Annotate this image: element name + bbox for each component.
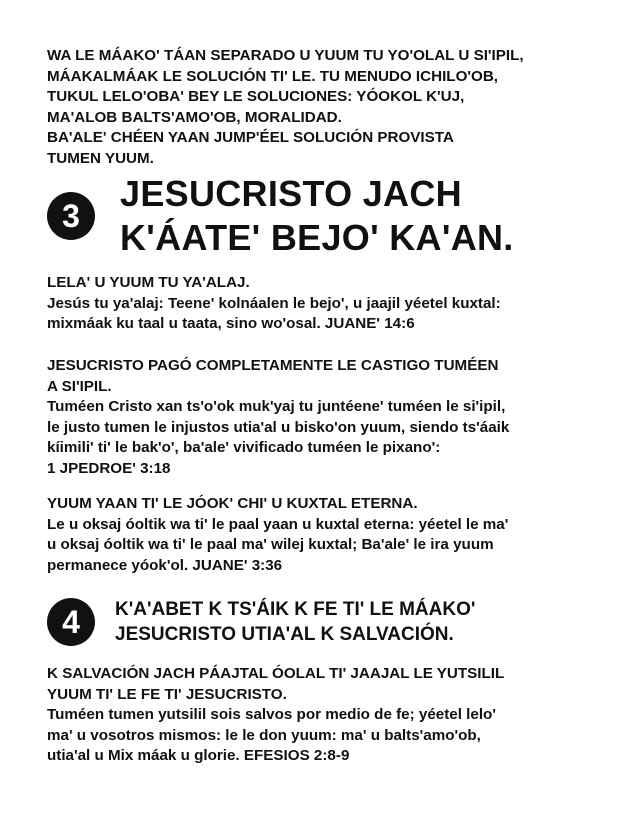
section-4-paragraph-1 xyxy=(47,664,607,767)
paragraph-heading: JESUCRISTO PAGÓ COMPLETAMENTE LE CASTIGO TUMÉEN xyxy=(47,357,499,374)
section-3-title-line: JESUCRISTO JACH xyxy=(120,173,462,214)
paragraph-line: 1 JPEDROE' 3:18 xyxy=(47,459,171,477)
section-3-title-line: K'ÁATE' BEJO' KA'AN. xyxy=(120,217,514,258)
section-3-title xyxy=(120,172,514,260)
paragraph-line: Jesús tu ya'alaj: Teene' kolnáalen le bejo', u jaajil yéetel kuxtal: xyxy=(47,294,501,312)
section-4-title-line: K'A'ABET K TS'ÁIK K FE TI' LE MÁAKO' xyxy=(115,599,476,620)
intro-paragraph xyxy=(47,46,607,170)
section-4-title-line: JESUCRISTO UTIA'AL K SALVACIÓN. xyxy=(115,624,454,645)
paragraph-heading: YUUM YAAN TI' LE JÓOK' CHI' U KUXTAL ETERNA. xyxy=(47,495,418,512)
intro-line: WA LE MÁAKO' TÁAN SEPARADO U YUUM TU YO'OLAL U SI'IPIL, xyxy=(47,47,524,64)
paragraph-heading: A SI'IPIL. xyxy=(47,377,112,395)
section-number-badge: 4 xyxy=(47,598,95,646)
intro-line: MA'ALOB BALTS'AMO'OB, MORALIDAD. xyxy=(47,108,342,126)
paragraph-line: Le u oksaj óoltik wa ti' le paal yaan u kuxtal eterna: yéetel le ma' xyxy=(47,515,509,533)
section-3-heading xyxy=(47,172,514,260)
section-3-paragraph-2 xyxy=(47,356,607,480)
paragraph-line: ma' u vosotros mismos: le le don yuum: ma' u balts'amo'ob, xyxy=(47,726,481,744)
paragraph-line: Tuméen Cristo xan ts'o'ok muk'yaj tu juntéene' tuméen le si'ipil, xyxy=(47,398,506,416)
paragraph-line: kíimili' ti' le bak'o', ba'ale' vivificado tuméen le pixano': xyxy=(47,439,441,457)
section-3-paragraph-3 xyxy=(47,494,607,576)
section-4-title xyxy=(115,597,475,647)
paragraph-line: permanece yóok'ol. JUANE' 3:36 xyxy=(47,556,283,574)
section-3-paragraph-1 xyxy=(47,273,607,335)
paragraph-heading: K SALVACIÓN JACH PÁAJTAL ÓOLAL TI' JAAJAL LE YUTSILIL xyxy=(47,665,505,682)
paragraph-line: utia'al u Mix máak u glorie. EFESIOS 2:8-9 xyxy=(47,747,350,765)
intro-line: TUKUL LELO'OBA' BEY LE SOLUCIONES: YÓOKOL K'UJ, xyxy=(47,88,465,106)
intro-line: TUMEN YUUM. xyxy=(47,149,154,167)
paragraph-line: u oksaj óoltik wa ti' le paal ma' wilej kuxtal; Ba'ale' le ira yuum xyxy=(47,536,494,554)
paragraph-heading: LELA' U YUUM TU YA'ALAJ. xyxy=(47,274,250,291)
intro-line: MÁAKALMÁAK LE SOLUCIÓN TI' LE. TU MENUDO ICHILO'OB, xyxy=(47,67,499,85)
section-number-badge: 3 xyxy=(47,192,95,240)
paragraph-line: le justo tumen le injustos utia'al u bisko'on yuum, siendo ts'áaik xyxy=(47,418,510,436)
intro-line: BA'ALE' CHÉEN YAAN JUMP'ÉEL SOLUCIÓN PROVISTA xyxy=(47,129,454,147)
section-4-heading xyxy=(47,597,475,647)
paragraph-line: mixmáak ku taal u taata, sino wo'osal. JUANE' 14:6 xyxy=(47,315,415,333)
paragraph-line: Tuméen tumen yutsilil sois salvos por medio de fe; yéetel lelo' xyxy=(47,706,496,724)
paragraph-heading: YUUM TI' LE FE TI' JESUCRISTO. xyxy=(47,685,287,703)
